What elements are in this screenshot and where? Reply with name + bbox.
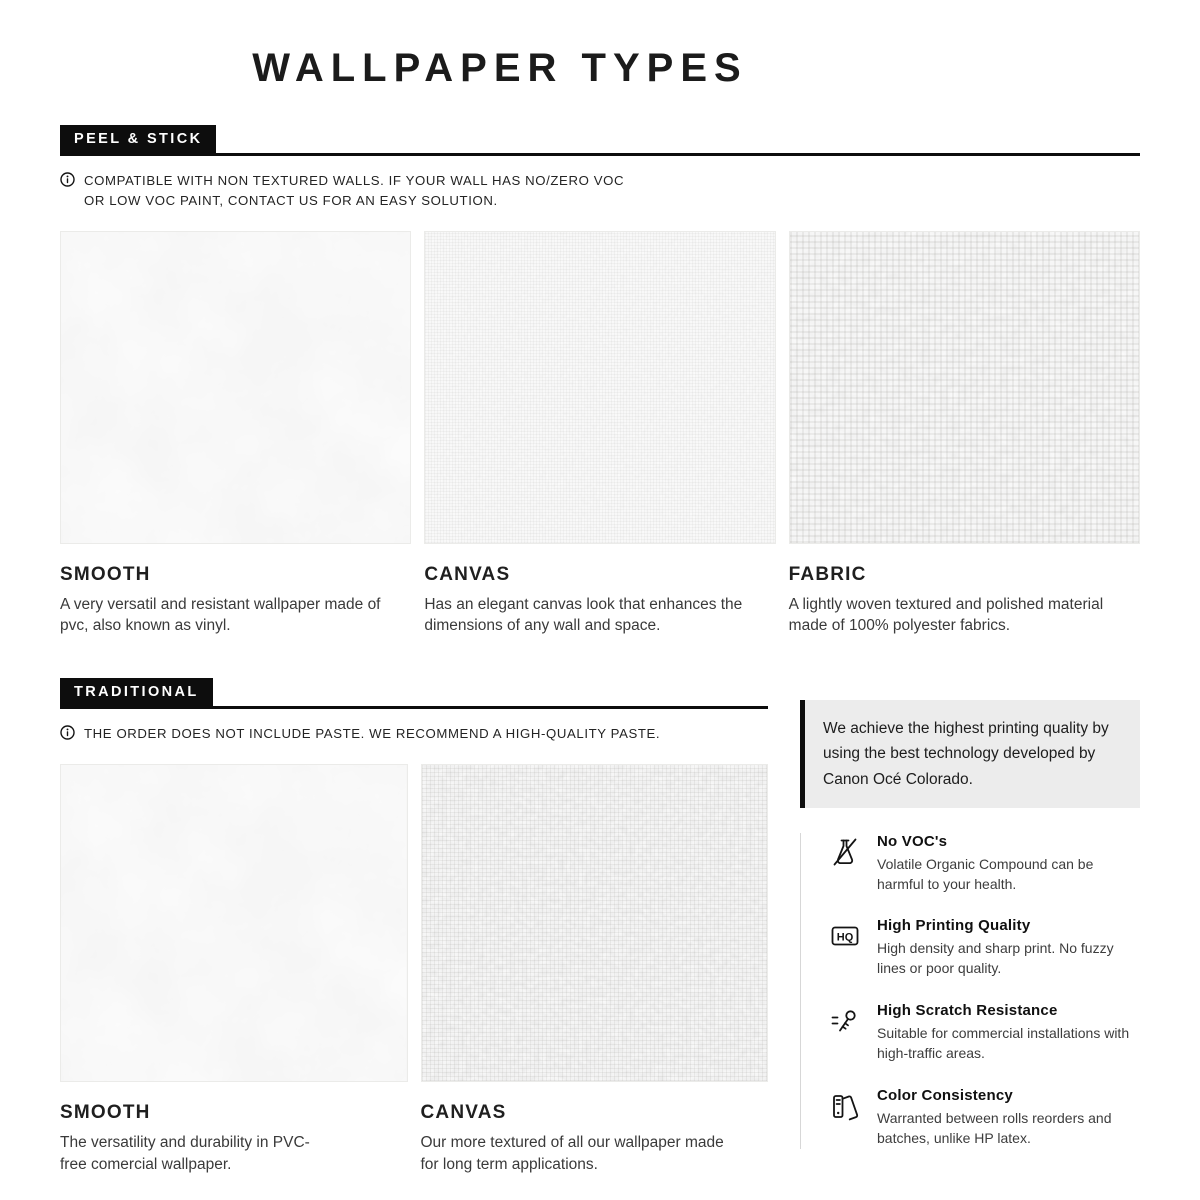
feature-title: High Scratch Resistance (877, 1002, 1058, 1020)
canvas-texture-image (424, 231, 775, 544)
title-wrap (60, 46, 940, 91)
quality-panel (800, 678, 1140, 1175)
section-header-peel-stick (60, 125, 1140, 156)
feature-title: No VOC's (877, 832, 948, 850)
note-text: COMPATIBLE WITH NON TEXTURED WALLS. IF YOUR WALL HAS NO/ZERO VOC OR LOW VOC PAINT, CONTACT US FOR AN EASY SOLUTION. (84, 173, 625, 208)
swatch-card-smooth (60, 764, 408, 1175)
swatch-title: FABRIC (788, 563, 867, 585)
swatch-description: A lightly woven textured and polished material made of 100% polyester fabrics. (788, 595, 1104, 634)
svg-text:HQ: HQ (836, 931, 854, 944)
feature-title: High Printing Quality (877, 917, 1031, 935)
feature-description: High density and sharp print. No fuzzy lines or poor quality. (877, 940, 1114, 977)
feature-color-consistency (828, 1087, 1140, 1149)
info-icon (60, 725, 75, 740)
note-traditional (60, 724, 768, 744)
swatch-title: CANVAS (424, 563, 511, 585)
note-peel-stick (60, 171, 1140, 211)
color-consistency-icon (828, 1087, 864, 1149)
swatch-card-smooth (60, 231, 411, 637)
features-list (800, 833, 1140, 1149)
note-text: THE ORDER DOES NOT INCLUDE PASTE. WE RECOMMEND A HIGH-QUALITY PASTE. (84, 726, 661, 742)
feature-description: Warranted between rolls reorders and batches, unlike HP latex. (877, 1109, 1112, 1146)
feature-high-scratch-resistance (828, 1002, 1140, 1064)
fabric-texture-image (789, 231, 1140, 544)
scratch-resistance-icon (828, 1002, 864, 1064)
section-header-traditional (60, 678, 768, 709)
hq-print-icon (828, 917, 864, 979)
feature-title: Color Consistency (877, 1086, 1013, 1104)
swatch-description: Has an elegant canvas look that enhances the dimensions of any wall and space. (424, 595, 743, 634)
canvas-texture-image (421, 764, 769, 1082)
section-badge-peel-stick: PEEL & STICK (60, 125, 216, 153)
feature-high-printing-quality (828, 917, 1140, 979)
swatch-description: The versatility and durability in PVC-free comercial wallpaper. (60, 1134, 310, 1173)
swatch-row-peel-stick (60, 231, 1140, 637)
feature-description: Volatile Organic Compound can be harmful to your health. (877, 855, 1094, 892)
lower-area (60, 678, 1140, 1175)
swatch-description: A very versatil and resistant wallpaper made of pvc, also known as vinyl. (60, 595, 381, 634)
swatch-description: Our more textured of all our wallpaper made for long term applications. (420, 1134, 724, 1173)
quote-box: We achieve the highest printing quality by using the best technology developed by Canon Océ Colorado. (800, 700, 1140, 807)
smooth-texture-image (60, 764, 408, 1082)
swatch-card-fabric (789, 231, 1140, 637)
page-title: WALLPAPER TYPES (252, 46, 748, 90)
swatch-row-traditional (60, 764, 768, 1175)
info-icon (60, 172, 75, 187)
feature-description: Suitable for commercial installations with high-traffic areas. (877, 1025, 1130, 1062)
section-badge-traditional: TRADITIONAL (60, 678, 213, 706)
swatch-card-canvas (421, 764, 769, 1175)
smooth-texture-image (60, 231, 411, 544)
swatch-card-canvas (424, 231, 775, 637)
section-peel-and-stick (60, 125, 1140, 636)
swatch-title: SMOOTH (60, 1102, 151, 1124)
section-traditional (60, 678, 768, 1175)
feature-no-voc (828, 833, 1140, 895)
no-voc-icon (828, 833, 864, 895)
swatch-title: CANVAS (420, 1102, 507, 1124)
swatch-title: SMOOTH (60, 563, 151, 585)
